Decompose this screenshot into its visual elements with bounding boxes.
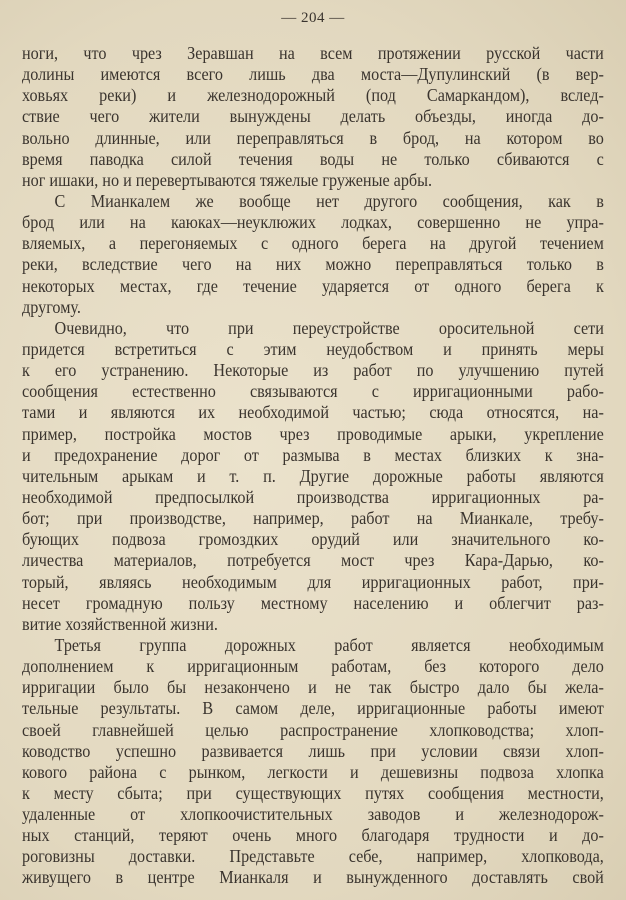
text-line: к его устранению. Некоторые из работ по улучшению путей: [22, 360, 604, 381]
text-line: несет громадную пользу местному населению и облегчит раз-: [22, 592, 604, 613]
text-line: своей главнейшей целью распространение хлопководства; хлоп-: [22, 719, 604, 740]
text-line: брод или на каюках—неуклюжих лодках, совершенно не упра-: [22, 212, 604, 233]
text-line: к месту сбыта; при существующих путях сообщения местности,: [22, 782, 604, 803]
text-line: ководство успешно развивается лишь при условии связи хлоп-: [22, 740, 604, 761]
text-line: придется встретиться с этим неудобством и принять меры: [22, 338, 604, 359]
text-line: вляемых, а перегоняемых с одного берега на другой течением: [22, 233, 604, 254]
text-line: некоторых местах, где течение ударяется от одного берега к: [22, 275, 604, 296]
text-line: личества материалов, потребуется мост чрез Кара-Дарью, ко-: [22, 550, 604, 571]
text-line: долины имеются всего лишь два моста—Дупулинский (в вер-: [22, 64, 604, 85]
text-line: и предохранение дорог от размыва в местах близких к зна-: [22, 444, 604, 465]
text-line: Очевидно, что при переустройстве оросительной сети: [54, 317, 604, 338]
text-line: витие хозяйственной жизни.: [22, 613, 218, 634]
text-line: тами и являются их необходимой частью; сюда относятся, на-: [22, 402, 604, 423]
text-line: живущего в центре Мианкаля и вынужденного доставлять свой: [22, 867, 604, 888]
text-line: ховьях реки) и железнодорожный (под Самаркандом), вслед-: [22, 85, 604, 106]
text-line: кового района с рынком, легкости и дешевизны подвоза хлопка: [22, 761, 604, 782]
text-line: время паводка силой течения воды не только сбиваются с: [22, 148, 604, 169]
text-line: тельные результаты. В самом деле, ирригационные работы имеют: [22, 698, 604, 719]
text-line: Третья группа дорожных работ является необходимым: [54, 634, 604, 655]
text-line: пример, постройка мостов чрез проводимые арыки, укрепление: [22, 423, 604, 444]
text-line: ноги, что чрез Зеравшан на всем протяжении русской части: [22, 43, 604, 63]
text-line: роговизны доставки. Представьте себе, например, хлопковода,: [22, 846, 604, 867]
text-line: бующих подвоза громоздких орудий или значительного ко-: [22, 529, 604, 550]
text-line: необходимой предпосылкой производства ирригационных ра-: [22, 486, 604, 507]
text-line: реки, вследствие чего на них можно переправляться только в: [22, 254, 604, 275]
body-text: [22, 43, 604, 889]
text-line: С Мианкалем же вообще нет другого сообщения, как в: [54, 190, 604, 211]
text-line: ных станций, теряют очень много благодаря трудности и до-: [22, 825, 604, 846]
text-line: вольно длинные, или переправляться в брод, на котором во: [22, 127, 604, 148]
text-line: торый, являясь необходимым для ирригационных работ, при-: [22, 571, 604, 592]
text-line: ствие чего жители вынуждены делать объезды, иногда до-: [22, 106, 604, 127]
text-line: ирригации было бы незакончено и не так быстро дало бы жела-: [22, 677, 604, 698]
text-line: бот; при производстве, например, работ на Мианкале, требу-: [22, 508, 604, 529]
page-number: — 204 —: [281, 10, 345, 26]
text-line: ног ишаки, но и перевертываются тяжелые груженые арбы.: [22, 169, 433, 190]
text-line: сообщения естественно связываются с ирригационными рабо-: [22, 381, 604, 402]
text-line: чительным арыкам и т. п. Другие дорожные работы являются: [22, 465, 604, 486]
text-line: удаленные от хлопкоочистительных заводов и железнодорож-: [22, 804, 604, 825]
text-line: другому.: [22, 296, 81, 317]
text-line: дополнением к ирригационным работам, без которого дело: [22, 656, 604, 677]
